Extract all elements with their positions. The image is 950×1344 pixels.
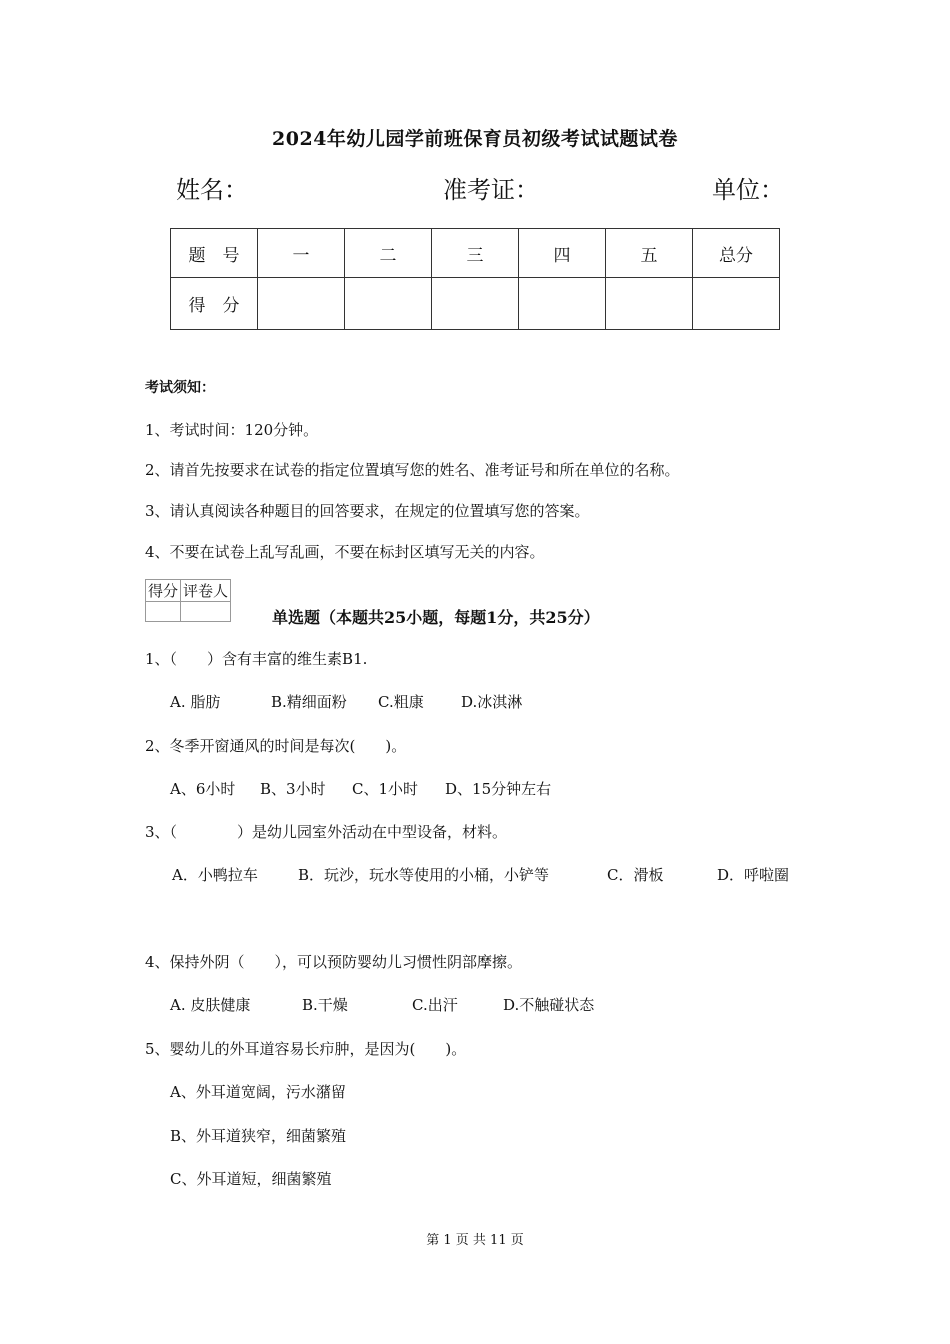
- score-header-cell: 五: [606, 229, 693, 278]
- question-stem: 1、（ ）含有丰富的维生素B1.: [145, 650, 368, 668]
- score-cell[interactable]: [432, 278, 519, 330]
- question-stem: 3、（ ）是幼儿园室外活动在中型设备，材料。: [145, 823, 508, 841]
- score-header-cell: 题 号: [171, 229, 258, 278]
- score-cell[interactable]: [606, 278, 693, 330]
- grader-score-cell[interactable]: [146, 602, 181, 622]
- option-c: C．滑板: [607, 866, 664, 884]
- score-cell[interactable]: [519, 278, 606, 330]
- grader-score-label: 得分: [146, 580, 181, 602]
- page-footer: 第 1 页 共 11 页: [426, 1233, 524, 1248]
- score-header-cell: 一: [258, 229, 345, 278]
- grader-reviewer-label: 评卷人: [181, 580, 231, 602]
- notice-item: 4、不要在试卷上乱写乱画，不要在标封区填写无关的内容。: [145, 543, 545, 561]
- score-header-cell: 总分: [693, 229, 780, 278]
- score-header-cell: 四: [519, 229, 606, 278]
- notice-heading: 考试须知：: [145, 380, 215, 396]
- score-table-score-row: [171, 278, 780, 330]
- score-header-cell: 三: [432, 229, 519, 278]
- option-d: D.冰淇淋: [461, 693, 523, 711]
- option-d: D．呼啦圈: [717, 866, 790, 884]
- name-label: 姓名：: [176, 176, 248, 204]
- exam-title: 2024年幼儿园学前班保育员初级考试试题试卷: [272, 128, 678, 150]
- notice-item: 1、考试时间：120分钟。: [145, 421, 319, 439]
- option-a: A. 皮肤健康: [170, 996, 251, 1014]
- option-c: C.粗康: [378, 693, 424, 711]
- option-a: A、外耳道宽阔，污水潴留: [170, 1083, 346, 1101]
- option-b: B、3小时: [260, 780, 326, 798]
- option-c: C、1小时: [352, 780, 419, 798]
- score-table: [170, 228, 780, 330]
- notice-item: 2、请首先按要求在试卷的指定位置填写您的姓名、准考证号和所在单位的名称。: [145, 461, 680, 479]
- option-a: A. 脂肪: [170, 693, 221, 711]
- exam-id-label: 准考证：: [443, 176, 539, 204]
- notice-item: 3、请认真阅读各种题目的回答要求，在规定的位置填写您的答案。: [145, 502, 590, 520]
- grader-reviewer-cell[interactable]: [181, 602, 231, 622]
- score-row-label: 得 分: [171, 278, 258, 330]
- option-c: C.出汗: [412, 996, 458, 1014]
- option-b: B．玩沙，玩水等使用的小桶，小铲等: [298, 866, 550, 884]
- option-a: A．小鸭拉车: [172, 866, 258, 884]
- option-b: B.干燥: [302, 996, 348, 1014]
- option-d: D、15分钟左右: [445, 780, 552, 798]
- option-b: B.精细面粉: [271, 693, 347, 711]
- score-header-cell: 二: [345, 229, 432, 278]
- option-b: B、外耳道狭窄，细菌繁殖: [170, 1127, 347, 1145]
- grader-box: [145, 579, 231, 622]
- score-cell[interactable]: [258, 278, 345, 330]
- score-cell[interactable]: [345, 278, 432, 330]
- section-title: 单选题（本题共25小题，每题1分，共25分）: [272, 608, 600, 627]
- option-d: D.不触碰状态: [503, 996, 595, 1014]
- unit-label: 单位：: [712, 176, 784, 204]
- score-table-header-row: [171, 229, 780, 278]
- question-stem: 5、婴幼儿的外耳道容易长疖肿，是因为( )。: [145, 1040, 467, 1058]
- question-stem: 2、冬季开窗通风的时间是每次( )。: [145, 737, 407, 755]
- option-c: C、外耳道短，细菌繁殖: [170, 1170, 332, 1188]
- score-cell[interactable]: [693, 278, 780, 330]
- option-a: A、6小时: [170, 780, 236, 798]
- question-stem: 4、保持外阴（ ），可以预防婴幼儿习惯性阴部摩擦。: [145, 953, 523, 971]
